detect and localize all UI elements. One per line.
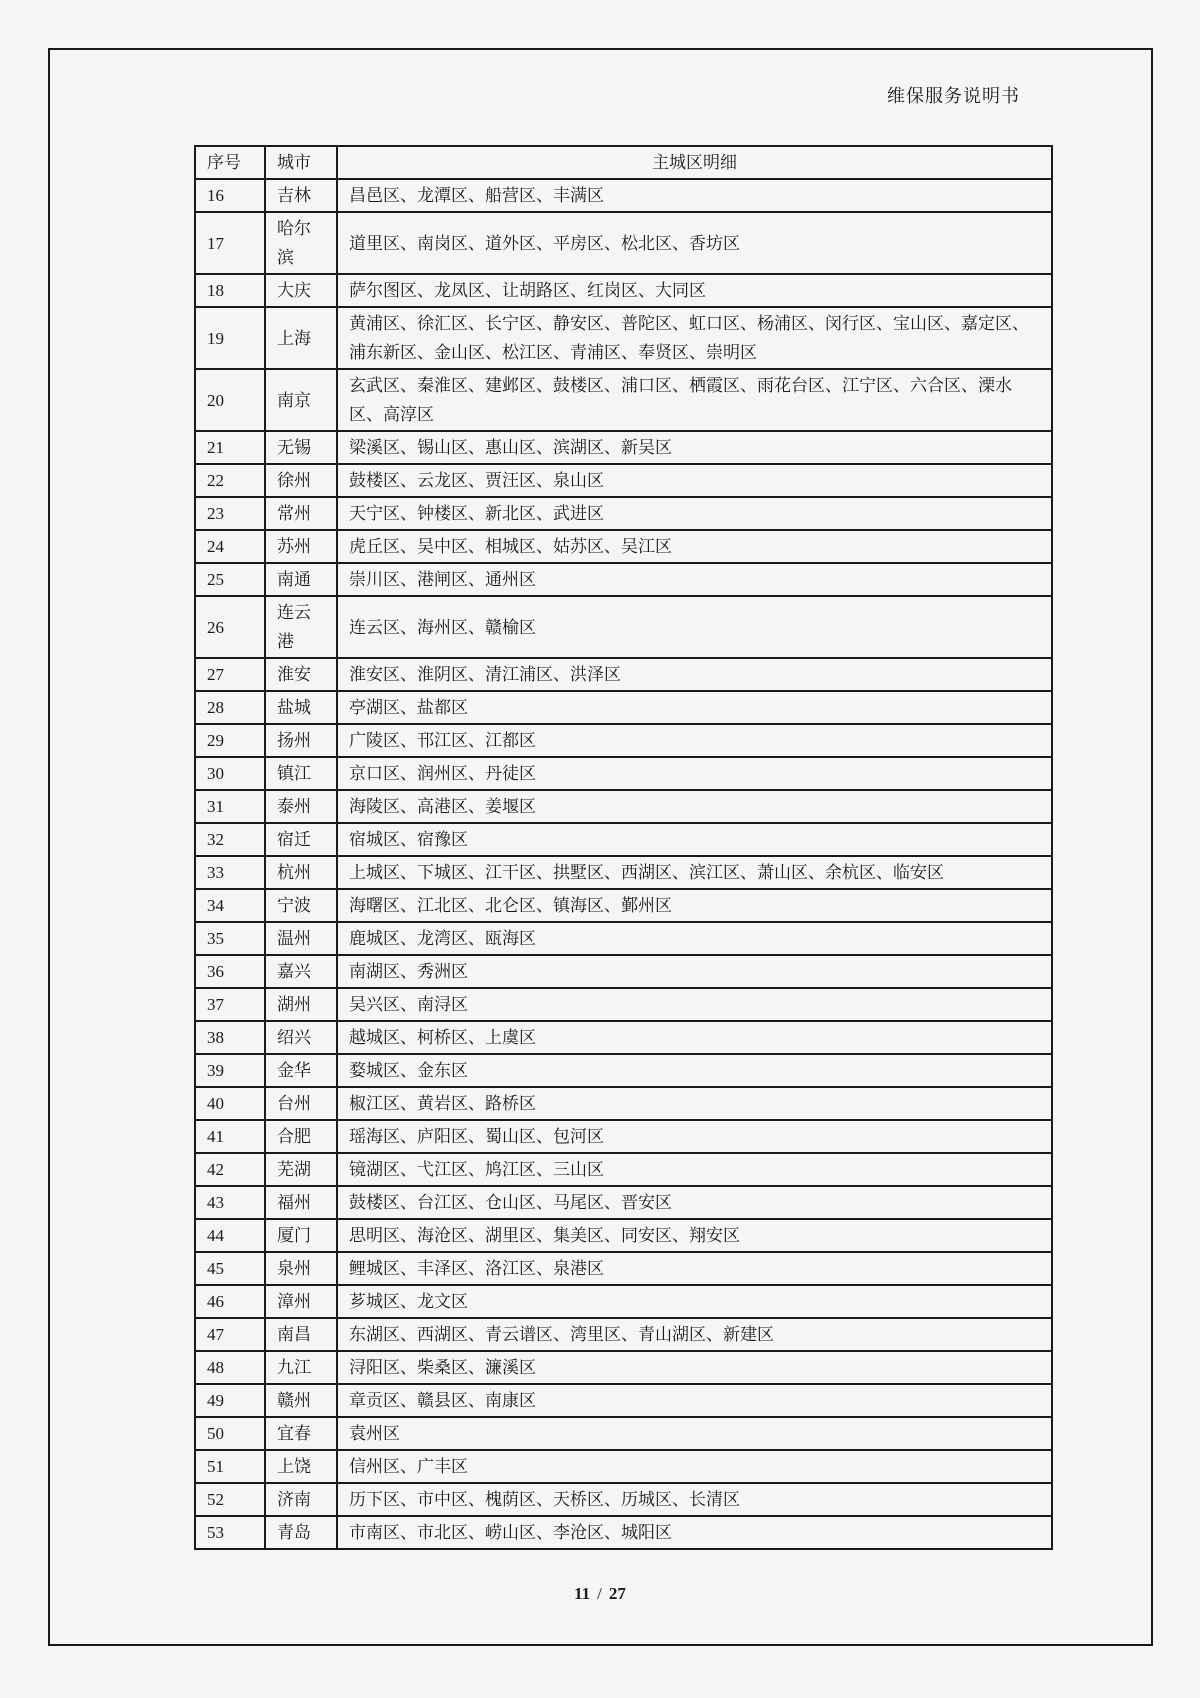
row-number-cell: 51 — [195, 1450, 265, 1483]
row-number-cell: 32 — [195, 823, 265, 856]
city-cell: 盐城 — [265, 691, 337, 724]
row-number-cell: 16 — [195, 179, 265, 212]
table-row — [195, 1087, 1052, 1120]
row-number-cell: 18 — [195, 274, 265, 307]
row-number-cell: 44 — [195, 1219, 265, 1252]
row-number-cell: 48 — [195, 1351, 265, 1384]
table-row — [195, 1417, 1052, 1450]
districts-cell: 亭湖区、盐都区 — [337, 691, 1052, 724]
city-cell: 扬州 — [265, 724, 337, 757]
city-cell: 绍兴 — [265, 1021, 337, 1054]
city-cell: 镇江 — [265, 757, 337, 790]
table-row — [195, 1351, 1052, 1384]
districts-cell: 黄浦区、徐汇区、长宁区、静安区、普陀区、虹口区、杨浦区、闵行区、宝山区、嘉定区、浦东新区、金山区、松江区、青浦区、奉贤区、崇明区 — [337, 307, 1052, 369]
table-row — [195, 1153, 1052, 1186]
row-number-cell: 27 — [195, 658, 265, 691]
city-cell: 厦门 — [265, 1219, 337, 1252]
districts-cell: 浔阳区、柴桑区、濂溪区 — [337, 1351, 1052, 1384]
table-row — [195, 1384, 1052, 1417]
city-cell: 上海 — [265, 307, 337, 369]
table-row — [195, 369, 1052, 431]
districts-cell: 章贡区、赣县区、南康区 — [337, 1384, 1052, 1417]
table-row — [195, 1186, 1052, 1219]
row-number-cell: 35 — [195, 922, 265, 955]
districts-cell: 宿城区、宿豫区 — [337, 823, 1052, 856]
city-cell: 吉林 — [265, 179, 337, 212]
table-row — [195, 1252, 1052, 1285]
city-cell: 嘉兴 — [265, 955, 337, 988]
city-cell: 苏州 — [265, 530, 337, 563]
table-row — [195, 1450, 1052, 1483]
table-row — [195, 1054, 1052, 1087]
city-cell: 赣州 — [265, 1384, 337, 1417]
table-row — [195, 955, 1052, 988]
city-cell: 大庆 — [265, 274, 337, 307]
table-row — [195, 889, 1052, 922]
districts-cell: 京口区、润州区、丹徒区 — [337, 757, 1052, 790]
table-row — [195, 1219, 1052, 1252]
table-row — [195, 563, 1052, 596]
city-cell: 杭州 — [265, 856, 337, 889]
table-row — [195, 988, 1052, 1021]
table-row — [195, 1483, 1052, 1516]
row-number-cell: 29 — [195, 724, 265, 757]
row-number-cell: 49 — [195, 1384, 265, 1417]
city-cell: 南通 — [265, 563, 337, 596]
districts-cell: 鼓楼区、台江区、仓山区、马尾区、晋安区 — [337, 1186, 1052, 1219]
districts-cell: 鼓楼区、云龙区、贾汪区、泉山区 — [337, 464, 1052, 497]
districts-cell: 虎丘区、吴中区、相城区、姑苏区、吴江区 — [337, 530, 1052, 563]
current-page-number: 11 — [574, 1584, 591, 1603]
districts-cell: 崇川区、港闸区、通州区 — [337, 563, 1052, 596]
row-number-cell: 31 — [195, 790, 265, 823]
row-number-cell: 37 — [195, 988, 265, 1021]
city-cell: 金华 — [265, 1054, 337, 1087]
city-cell: 常州 — [265, 497, 337, 530]
city-cell: 漳州 — [265, 1285, 337, 1318]
districts-cell: 道里区、南岗区、道外区、平房区、松北区、香坊区 — [337, 212, 1052, 274]
row-number-cell: 36 — [195, 955, 265, 988]
districts-cell: 昌邑区、龙潭区、船营区、丰满区 — [337, 179, 1052, 212]
districts-cell: 鹿城区、龙湾区、瓯海区 — [337, 922, 1052, 955]
districts-cell: 信州区、广丰区 — [337, 1450, 1052, 1483]
document-header-title: 维保服务说明书 — [887, 86, 1020, 106]
row-number-cell: 43 — [195, 1186, 265, 1219]
row-number-cell: 45 — [195, 1252, 265, 1285]
row-number-cell: 39 — [195, 1054, 265, 1087]
city-districts-table — [194, 145, 1053, 1550]
row-number-cell: 30 — [195, 757, 265, 790]
row-number-cell: 19 — [195, 307, 265, 369]
city-cell: 宿迁 — [265, 823, 337, 856]
districts-cell: 镜湖区、弋江区、鸠江区、三山区 — [337, 1153, 1052, 1186]
row-number-cell: 26 — [195, 596, 265, 658]
row-number-cell: 42 — [195, 1153, 265, 1186]
row-number-cell: 40 — [195, 1087, 265, 1120]
districts-cell: 连云区、海州区、赣榆区 — [337, 596, 1052, 658]
city-cell: 徐州 — [265, 464, 337, 497]
city-cell: 连云港 — [265, 596, 337, 658]
city-cell: 哈尔滨 — [265, 212, 337, 274]
page-number-footer — [0, 1584, 1200, 1604]
table-row — [195, 1285, 1052, 1318]
city-cell: 泉州 — [265, 1252, 337, 1285]
districts-cell: 萨尔图区、龙凤区、让胡路区、红岗区、大同区 — [337, 274, 1052, 307]
column-header-city: 城市 — [265, 146, 337, 179]
table-row — [195, 922, 1052, 955]
districts-cell: 广陵区、邗江区、江都区 — [337, 724, 1052, 757]
districts-cell: 市南区、市北区、崂山区、李沧区、城阳区 — [337, 1516, 1052, 1549]
districts-cell: 思明区、海沧区、湖里区、集美区、同安区、翔安区 — [337, 1219, 1052, 1252]
districts-cell: 芗城区、龙文区 — [337, 1285, 1052, 1318]
districts-cell: 东湖区、西湖区、青云谱区、湾里区、青山湖区、新建区 — [337, 1318, 1052, 1351]
districts-cell: 淮安区、淮阴区、清江浦区、洪泽区 — [337, 658, 1052, 691]
districts-cell: 袁州区 — [337, 1417, 1052, 1450]
districts-cell: 吴兴区、南浔区 — [337, 988, 1052, 1021]
districts-cell: 瑶海区、庐阳区、蜀山区、包河区 — [337, 1120, 1052, 1153]
row-number-cell: 33 — [195, 856, 265, 889]
city-cell: 湖州 — [265, 988, 337, 1021]
row-number-cell: 38 — [195, 1021, 265, 1054]
table-row — [195, 856, 1052, 889]
row-number-cell: 47 — [195, 1318, 265, 1351]
table-body — [195, 179, 1052, 1549]
table-row — [195, 1120, 1052, 1153]
city-cell: 合肥 — [265, 1120, 337, 1153]
city-cell: 南京 — [265, 369, 337, 431]
row-number-cell: 52 — [195, 1483, 265, 1516]
row-number-cell: 23 — [195, 497, 265, 530]
city-cell: 青岛 — [265, 1516, 337, 1549]
districts-cell: 南湖区、秀洲区 — [337, 955, 1052, 988]
table-row — [195, 274, 1052, 307]
city-cell: 南昌 — [265, 1318, 337, 1351]
districts-cell: 梁溪区、锡山区、惠山区、滨湖区、新吴区 — [337, 431, 1052, 464]
row-number-cell: 50 — [195, 1417, 265, 1450]
column-header-no: 序号 — [195, 146, 265, 179]
districts-cell: 上城区、下城区、江干区、拱墅区、西湖区、滨江区、萧山区、余杭区、临安区 — [337, 856, 1052, 889]
table-row — [195, 691, 1052, 724]
total-page-count: 27 — [608, 1584, 626, 1603]
row-number-cell: 20 — [195, 369, 265, 431]
table-row — [195, 179, 1052, 212]
table-row — [195, 497, 1052, 530]
table-row — [195, 530, 1052, 563]
row-number-cell: 41 — [195, 1120, 265, 1153]
districts-cell: 天宁区、钟楼区、新北区、武进区 — [337, 497, 1052, 530]
row-number-cell: 34 — [195, 889, 265, 922]
city-cell: 宜春 — [265, 1417, 337, 1450]
districts-cell: 海曙区、江北区、北仑区、镇海区、鄞州区 — [337, 889, 1052, 922]
table-row — [195, 757, 1052, 790]
table-row — [195, 823, 1052, 856]
districts-cell: 鲤城区、丰泽区、洛江区、泉港区 — [337, 1252, 1052, 1285]
table-row — [195, 1021, 1052, 1054]
table-row — [195, 307, 1052, 369]
row-number-cell: 17 — [195, 212, 265, 274]
column-header-districts: 主城区明细 — [337, 146, 1052, 179]
city-cell: 福州 — [265, 1186, 337, 1219]
city-cell: 济南 — [265, 1483, 337, 1516]
city-cell: 淮安 — [265, 658, 337, 691]
districts-cell: 椒江区、黄岩区、路桥区 — [337, 1087, 1052, 1120]
districts-cell: 越城区、柯桥区、上虞区 — [337, 1021, 1052, 1054]
city-cell: 上饶 — [265, 1450, 337, 1483]
table-row — [195, 212, 1052, 274]
row-number-cell: 25 — [195, 563, 265, 596]
row-number-cell: 21 — [195, 431, 265, 464]
row-number-cell: 46 — [195, 1285, 265, 1318]
city-cell: 温州 — [265, 922, 337, 955]
city-cell: 宁波 — [265, 889, 337, 922]
row-number-cell: 28 — [195, 691, 265, 724]
row-number-cell: 24 — [195, 530, 265, 563]
city-cell: 九江 — [265, 1351, 337, 1384]
table-row — [195, 1318, 1052, 1351]
city-cell: 无锡 — [265, 431, 337, 464]
page-number-separator: / — [597, 1584, 602, 1603]
city-cell: 芜湖 — [265, 1153, 337, 1186]
districts-cell: 海陵区、高港区、姜堰区 — [337, 790, 1052, 823]
table-row — [195, 724, 1052, 757]
table-row — [195, 431, 1052, 464]
row-number-cell: 22 — [195, 464, 265, 497]
table-row — [195, 658, 1052, 691]
table-header-row — [195, 146, 1052, 179]
city-cell: 台州 — [265, 1087, 337, 1120]
table-row — [195, 464, 1052, 497]
city-cell: 泰州 — [265, 790, 337, 823]
table-row — [195, 596, 1052, 658]
row-number-cell: 53 — [195, 1516, 265, 1549]
table-row — [195, 790, 1052, 823]
table-row — [195, 1516, 1052, 1549]
districts-cell: 玄武区、秦淮区、建邺区、鼓楼区、浦口区、栖霞区、雨花台区、江宁区、六合区、溧水区、高淳区 — [337, 369, 1052, 431]
districts-cell: 婺城区、金东区 — [337, 1054, 1052, 1087]
districts-cell: 历下区、市中区、槐荫区、天桥区、历城区、长清区 — [337, 1483, 1052, 1516]
